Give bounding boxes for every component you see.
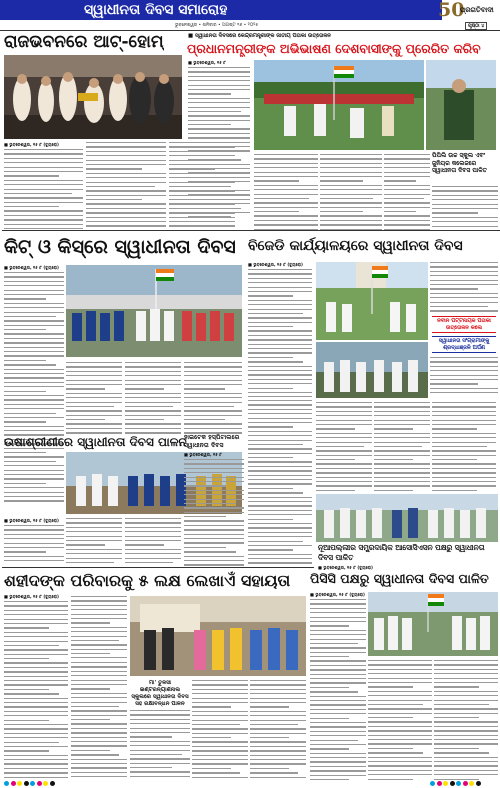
- rajbhavan-body-col1: [4, 149, 83, 229]
- shahid-inset-box: [130, 680, 190, 780]
- registration-marks-left: [4, 781, 55, 786]
- bjd-body-col1: [248, 269, 312, 397]
- kirti-inset-body: [432, 186, 498, 230]
- kirti-photo-inset: [426, 60, 496, 150]
- bjd-side-box: [430, 262, 498, 397]
- kiit-body-col2: [66, 362, 122, 434]
- shahid-headline: ଶହୀଦଙ୍କ ପରିବାରକୁ ୫ ଲକ୍ଷ ଲେଖାଏଁ ସହାୟତା: [4, 571, 291, 590]
- pcc-headline: ପିସିସି ପକ୍ଷରୁ ସ୍ୱାଧୀନତା ଦିବସ ପାଳିତ: [310, 571, 489, 586]
- bjd-byline: ■ ଭୁବନେଶ୍ୱର, ୧୫।୮ (ବ୍ୟୁରୋ): [248, 262, 303, 267]
- bjd-side-body-top: [430, 262, 498, 314]
- logo-number: 50: [438, 0, 465, 21]
- shahid-inset-body: [130, 710, 190, 780]
- rule-3: [2, 567, 314, 568]
- hospital-headline: ହାଇଟେକ ହସ୍ପିଟାଲରେ ସ୍ୱାଧୀନତା ଦିବସ: [184, 434, 240, 449]
- shahid-byline: ■ ଭୁବନେଶ୍ୱର, ୧୫।୮ (ବ୍ୟୁରୋ): [4, 594, 59, 599]
- kirti-inset-box: [432, 152, 498, 230]
- ursharani-body-col3: [125, 518, 181, 566]
- rajbhavan-byline: ■ ଭୁବନେଶ୍ୱର, ୧୫।୮ (ବ୍ୟୁରୋ): [4, 142, 59, 147]
- ursharani-headline: ଉଷାଶ୍ରୀଣୀରେ ସ୍ୱାଧୀନତା ଦିବସ ପାଳନ: [4, 435, 187, 449]
- bjd-photo: [316, 262, 428, 340]
- kirti-body-col1: [188, 67, 250, 217]
- bjd-body-col5: [248, 400, 312, 566]
- shahid-body-col4: [192, 680, 248, 780]
- ursharani-body-col2: [66, 518, 122, 566]
- club-photo: [316, 494, 498, 542]
- kirti-body-col4: [384, 154, 430, 230]
- registration-marks-right: [430, 781, 481, 786]
- kiit-body-col3: [125, 362, 181, 434]
- banner-title: ସ୍ୱାଧୀନତା ଦିବସ ସମାରୋହ: [84, 2, 228, 18]
- kirti-photo: [254, 60, 424, 150]
- rajbhavan-headline: ରାଜଭବନରେ ଆଟ୍‌-ହୋମ୍: [4, 32, 164, 52]
- shahid-body-col5: [250, 680, 306, 780]
- rule-1: [2, 230, 308, 231]
- hospital-byline: ■ ଭୁବନେଶ୍ୱର, ୧୫।୮: [184, 452, 222, 457]
- bjd-tag-1: ନବୀନ ପଟ୍ଟନାୟକ ପତାକା ଉତ୍ତୋଳନ କଲେ: [432, 316, 496, 333]
- bjd-tag-2: ସ୍ୱାଧୀନତା ସଂଗ୍ରାମୀଙ୍କୁ ଶ୍ରଦ୍ଧାଞ୍ଜଳି ଅର୍ପଣ: [432, 336, 496, 353]
- pcc-byline: ■ ଭୁବନେଶ୍ୱର, ୧୫।୮ (ବ୍ୟୁରୋ): [310, 592, 365, 597]
- pcc-body-col4: [434, 660, 498, 781]
- bjd-side-body-bottom: [430, 357, 498, 397]
- bjd-body-col4: [432, 402, 496, 492]
- club-headline: ନୂଆପଲ୍ଲୀର ସମ୍ପ୍ରଦାୟିକ ଆସୋସିଏସନ ପକ୍ଷରୁ ସ୍ୱାଧୀନତା ଦିବସ ପାଳିତ: [318, 543, 485, 562]
- pcc-photo: [368, 592, 498, 656]
- kiit-photo: [66, 265, 242, 357]
- kirti-body-col3: [320, 154, 382, 230]
- ursharani-byline: ■ ଭୁବନେଶ୍ୱର, ୧୫।୮ (ବ୍ୟୁରୋ): [4, 518, 59, 523]
- kiit-body-col1: [4, 272, 64, 504]
- pcc-body-col3: [368, 660, 432, 781]
- hospital-body: [184, 459, 244, 566]
- bjd-body-col2: [316, 402, 372, 492]
- kirti-headline: ପ୍ରଧାନମନ୍ତ୍ରୀଙ୍କ ଅଭିଭାଷଣ ଦେଶବାସୀଙ୍କୁ ପ୍ରେରିତ କରିବ: [187, 41, 481, 56]
- shahid-photo: [130, 596, 306, 676]
- rajbhavan-body-col2: [86, 142, 166, 229]
- bjd-body-col3: [374, 402, 430, 492]
- brand-logo: [438, 0, 500, 22]
- kirti-body-col2: [254, 154, 318, 230]
- kirti-inset-headline: ପିପିଲି ଉଚ୍ଚ ସ୍କୁଲ ଏବଂ ଜୁନିୟର କଲେଜରେ ସ୍ୱାଧୀନତା ଦିବସ ପାଳିତ: [432, 152, 487, 174]
- shahid-inset-headline: ମା' ତୁଳସୀ ଇଣ୍ଟରନ୍ୟାଶନାଲ ସ୍କୁଲରେ ସ୍ୱାଧୀନତା ଦିବସ ସହ ରକ୍ଷାବନ୍ଧନ ପାଳନ: [131, 680, 189, 707]
- rajbhavan-photo: [4, 55, 182, 139]
- ursharani-body-col1: [4, 525, 64, 565]
- masthead-banner: [0, 0, 442, 20]
- page-label: ପୃଷ୍ଠା ୪: [465, 22, 487, 30]
- bjd-photo-2: [316, 342, 428, 398]
- shahid-body-col1: [4, 601, 68, 781]
- kiit-headline: କିଟ୍ ଓ କିସ୍‌ରେ ସ୍ୱାଧୀନତା ଦିବସ: [4, 236, 236, 258]
- kirti-byline: ■ ଭୁବନେଶ୍ୱର, ୧୫।୮: [188, 60, 226, 65]
- shahid-body-col2: [71, 596, 127, 658]
- kirti-strap: ■ ସ୍ୱାଧୀନତା ଦିବସରେ କେନ୍ଦ୍ରମନ୍ତ୍ରୀଙ୍କ ଜାତୀୟ ପତାକା ଉତ୍ତୋଳନ: [188, 33, 331, 39]
- masthead-rule: [0, 30, 500, 31]
- dateline: ଭୁବନେଶ୍ୱର • ଶନିବାର • ଅଗଷ୍ଟ ୧୬ • ୨୦୨୫: [175, 23, 259, 28]
- kiit-byline: ■ ଭୁବନେଶ୍ୱର, ୧୫।୮ (ବ୍ୟୁରୋ): [4, 265, 59, 270]
- club-byline: ■ ଭୁବନେଶ୍ୱର, ୧୫।୮ (ବ୍ୟୁରୋ): [318, 565, 373, 570]
- shahid-body-col3: [71, 662, 127, 780]
- rule-2: [306, 230, 500, 231]
- kiit-body-col4: [184, 362, 242, 434]
- pcc-body-col1: [310, 599, 366, 781]
- bjd-headline: ବିଜେଡି କାର୍ଯ୍ୟାଳୟରେ ସ୍ୱାଧୀନତା ଦିବସ: [248, 238, 463, 254]
- brand-name: ପ୍ରଗତିବାଦୀ: [460, 6, 494, 14]
